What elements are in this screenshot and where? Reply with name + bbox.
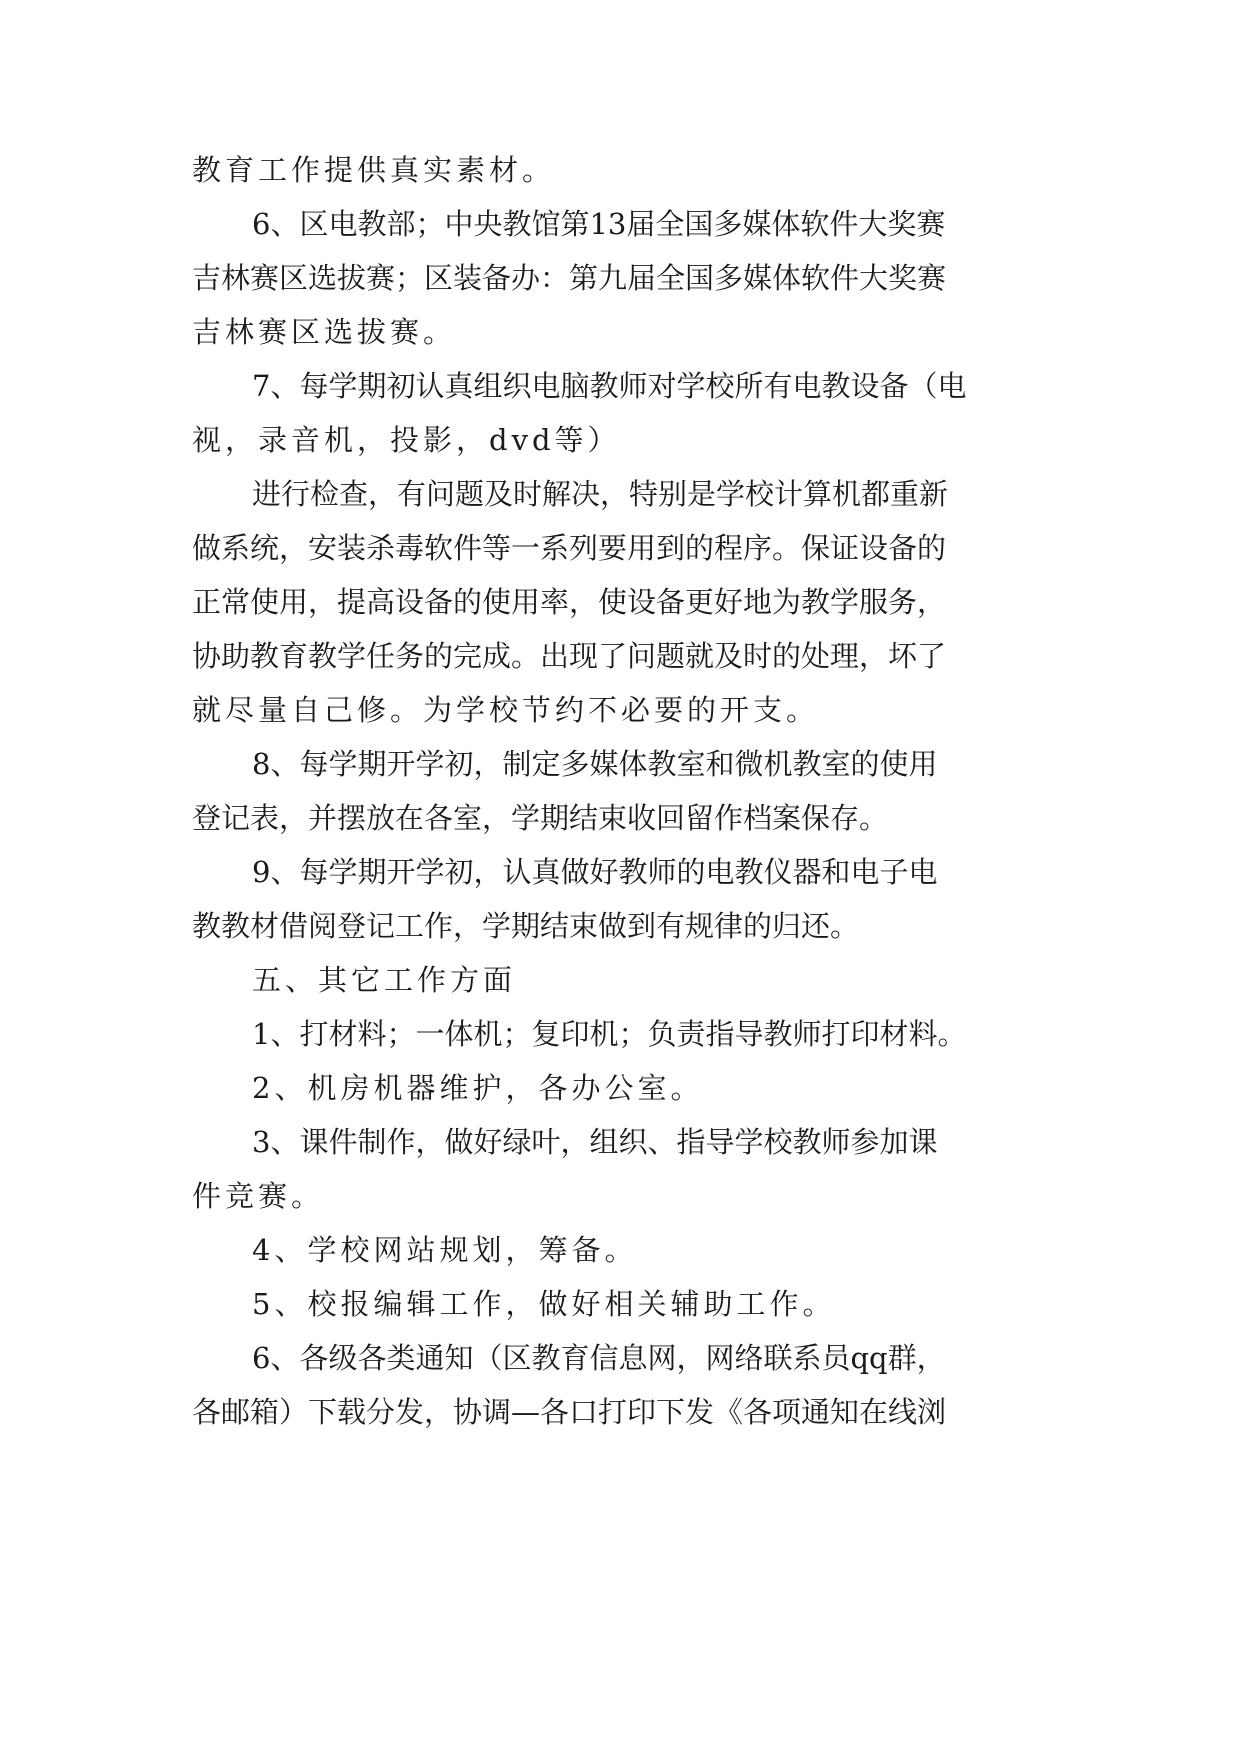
text-line: 6、各级各类通知（区教育信息网，网络联系员qq群， [252, 1341, 946, 1375]
text-line: 做系统，安装杀毒软件等一系列要用到的程序。保证设备的 [192, 531, 947, 565]
section-heading: 五、其它工作方面 [252, 963, 517, 997]
text-line: 1、打材料；一体机；复印机；负责指导教师打印材料。 [252, 1017, 967, 1051]
text-line: 登记表，并摆放在各室，学期结束收回留作档案保存。 [192, 801, 889, 835]
text-line: 7、每学期初认真组织电脑教师对学校所有电教设备（电 [252, 369, 967, 403]
text-line: 协助教育教学任务的完成。出现了问题就及时的处理，坏了 [192, 639, 947, 673]
text-line: 吉林赛区选拔赛；区装备办：第九届全国多媒体软件大奖赛 [192, 261, 947, 295]
text-line: 视，录音机，投影，dvd等） [192, 423, 621, 457]
text-line: 教育工作提供真实素材。 [192, 153, 556, 187]
text-line: 4、学校网站规划，筹备。 [252, 1233, 638, 1267]
text-line: 3、课件制作，做好绿叶，组织、指导学校教师参加课 [252, 1125, 938, 1159]
text-line: 6、区电教部；中央教馆第13届全国多媒体软件大奖赛 [252, 207, 946, 241]
text-line: 吉林赛区选拔赛。 [192, 315, 457, 349]
text-line: 正常使用，提高设备的使用率，使设备更好地为教学服务， [192, 585, 947, 619]
text-line: 进行检查，有问题及时解决，特别是学校计算机都重新 [252, 477, 949, 511]
text-line: 8、每学期开学初，制定多媒体教室和微机教室的使用 [252, 747, 938, 781]
text-line: 9、每学期开学初，认真做好教师的电教仪器和电子电 [252, 855, 938, 889]
text-line: 5、校报编辑工作，做好相关辅助工作。 [252, 1287, 836, 1321]
text-line: 2、机房机器维护，各办公室。 [252, 1071, 704, 1105]
text-line: 件竞赛。 [192, 1179, 325, 1213]
text-line: 就尽量自己修。为学校节约不必要的开支。 [192, 693, 820, 727]
text-line: 各邮箱）下载分发，协调—各口打印下发《各项通知在线浏 [192, 1395, 947, 1429]
text-line: 教教材借阅登记工作，学期结束做到有规律的归还。 [192, 909, 860, 943]
